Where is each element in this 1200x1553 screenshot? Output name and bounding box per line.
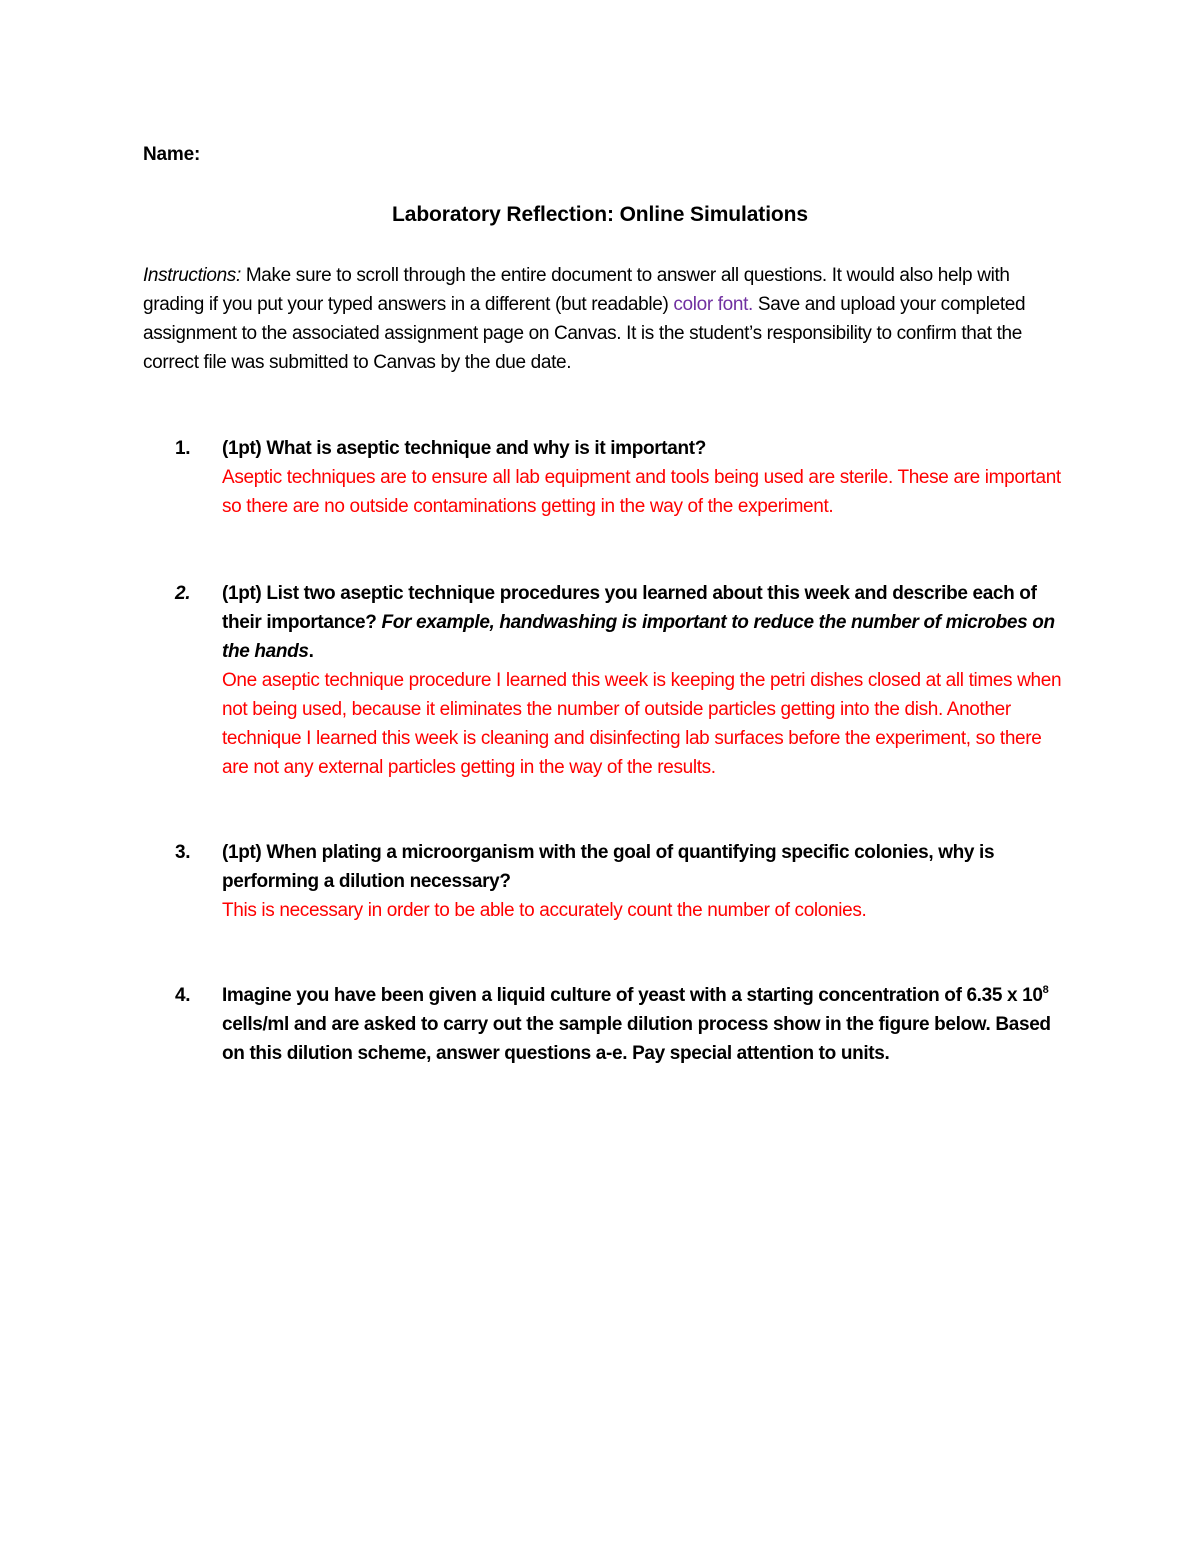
- question-prompt-text-1: Imagine you have been given a liquid culture of yeast with a starting concentration of 6.35 x 10: [222, 985, 1043, 1006]
- question-prompt: (1pt) What is aseptic technique and why is it important?: [222, 438, 706, 459]
- question-3: [175, 838, 1065, 925]
- question-1: [175, 434, 1065, 521]
- instructions-paragraph: [143, 261, 1063, 377]
- instructions-text-1: Make sure to scroll through the entire document to answer all questions. It would also help with grading if you put your typed answers in a different (but readable): [143, 265, 1010, 315]
- concentration-exponent: 8: [1042, 984, 1049, 996]
- question-answer: This is necessary in order to be able to accurately count the number of colonies.: [222, 900, 867, 921]
- question-number: 4.: [175, 985, 191, 1006]
- question-prompt-text: (1pt) List two aseptic technique procedures you learned about this week and describe each of their importance?: [222, 583, 1037, 633]
- question-prompt: [222, 981, 1065, 1068]
- question-number: 3.: [175, 842, 191, 863]
- question-2: [175, 579, 1065, 782]
- page-title: Laboratory Reflection: Online Simulations: [392, 203, 808, 226]
- question-prompt: [222, 579, 1065, 666]
- question-example-end: .: [308, 641, 314, 662]
- question-example: For example, handwashing is important to reduce the number of microbes on the hands: [222, 612, 1055, 662]
- question-answer: Aseptic techniques are to ensure all lab equipment and tools being used are sterile. These are important so there are no outside contaminations getting in the way of the experiment.: [222, 467, 1061, 517]
- question-prompt-text-2: cells/ml and are asked to carry out the sample dilution process show in the figure below. Based on this dilution scheme, answer questions a-e. Pay special attention to units.: [222, 1014, 1051, 1064]
- question-number: 1.: [175, 438, 191, 459]
- question-4: [175, 981, 1065, 1068]
- instructions-color-font: color font.: [673, 294, 753, 315]
- question-number: 2.: [175, 583, 191, 604]
- name-label: Name:: [143, 144, 201, 165]
- question-prompt: (1pt) When plating a microorganism with the goal of quantifying specific colonies, why is performing a dilution necessary?: [222, 842, 995, 892]
- instructions-lead: Instructions:: [143, 265, 241, 286]
- instructions-text-2: Save and upload your completed assignment to the associated assignment page on Canvas. It is the student’s responsibility to confirm that the correct file was submitted to Canvas by the due date.: [143, 294, 1026, 373]
- question-answer: One aseptic technique procedure I learned this week is keeping the petri dishes closed at all times when not being used, because it eliminates the number of outside particles getting into the dish. Another technique I learned this week is cleaning and disinfecting lab surfaces before the experiment, so there are not any external particles getting in the way of the results.: [222, 670, 1062, 778]
